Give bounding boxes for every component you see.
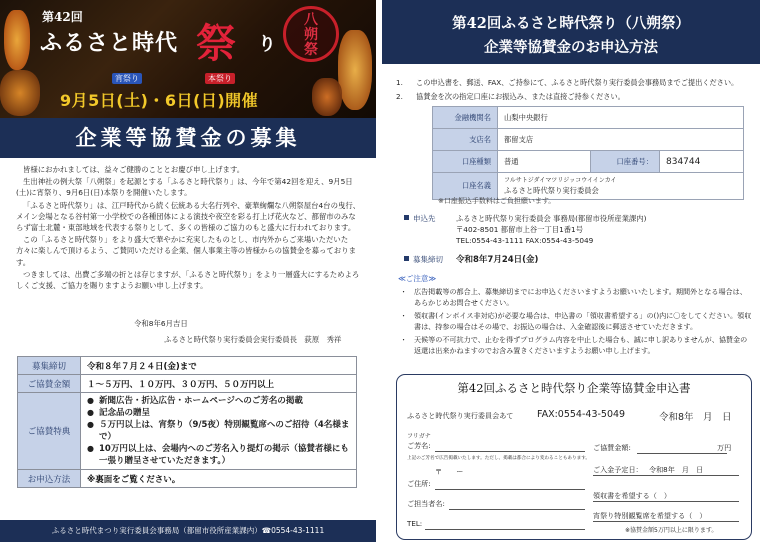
pay-date-field[interactable]: 令和8年 月 日 <box>649 465 704 474</box>
account-number-value: 834744 <box>660 151 744 173</box>
office-footer: ふるさと時代まつり実行委員会事務局（都留市役所産業課内）☎0554-43-1111 <box>0 520 376 542</box>
apply-line: TEL:0554-43-1111 FAX:0554-43-5049 <box>456 236 594 245</box>
apply-to-label <box>404 213 436 224</box>
square-bullet-icon <box>404 215 409 220</box>
float-decoration <box>0 70 40 116</box>
application-title-line2: 企業等協賛金のお申込方法 <box>484 39 658 56</box>
application-steps <box>396 76 748 104</box>
step-text: 協賛金を次の指定口座にお振込み、または直接ご持参ください。 <box>416 92 625 101</box>
holder-name: ふるさと時代祭り実行委員会 <box>504 186 599 195</box>
matsuri-character: 祭 <box>196 20 236 67</box>
step-item <box>396 76 748 90</box>
lantern-decoration <box>338 30 372 110</box>
application-form <box>396 374 752 540</box>
receipt-option[interactable]: 領収書を希望する（ ） <box>593 491 672 500</box>
recruit-heading: 企業等協賛金の募集 <box>0 118 376 158</box>
amount-value: １～５万円、１０万円、３０万円、５０万円以上 <box>81 375 357 393</box>
contact-label: ご担当者名: <box>407 499 445 508</box>
deadline-label <box>404 254 443 265</box>
benefit-header: ご協賛特典 <box>18 393 81 470</box>
step-text: この申込書を、郵送、FAX、ご持参にて、ふるさと時代祭り実行委員会事務局までご提出ください。 <box>416 78 739 87</box>
address-field[interactable] <box>435 489 585 490</box>
note-item: ・ 天候等の不可抗力で、止むを得ずプログラム内容を中止した場合も、誠に申し訳ありませんが、協賛金の返還は出来かねますのでお含み置きくださいますようお願い申し上げます。 <box>400 334 752 356</box>
step-number: 2. <box>396 92 403 101</box>
account-number-header: 口座番号： <box>591 151 660 173</box>
benefit-item: ● 10万円以上は、会場内へのご芳名入り提灯の掲示（協賛者様にも一張り贈呈させていただきます。） <box>87 443 350 467</box>
branch-header: 支店名 <box>433 129 498 151</box>
greeting-paragraph: 「ふるさと時代祭り」は、江戸時代から続く伝統ある大名行列や、豪華絢爛な八朔祭屋台4台の曳行、メイン会場となる谷村第一小学校での各種団体による演技や夜空を彩る打上げ花火など、都留市のみならず富士北麓・東部地域を代表する祭りとして、多くの皆様のご協力のもと盛大に行われております。 <box>16 200 361 233</box>
holder-header: 口座名義 <box>433 173 498 200</box>
benefit-cell <box>81 393 357 470</box>
amount-unit: 万円 <box>717 443 732 452</box>
apply-line: 〒402-8501 都留市上谷一丁目1番1号 <box>456 225 583 234</box>
deadline-header: 募集締切 <box>18 357 81 375</box>
square-bullet-icon <box>404 256 409 261</box>
greeting-paragraph: 生出神社の例大祭「八朔祭」を起源とする「ふるさと時代祭り」は、今年で第42回を迎え、9月5日(土)に宵祭り、9月6日(日)本祭りを開催いたします。 <box>16 177 353 198</box>
amount-field[interactable] <box>637 453 727 454</box>
benefit-item: ● ５万円以上は、宵祭り（9/5夜）特別観覧席へのご招待（4名様まで） <box>87 419 350 443</box>
pay-date-underline <box>593 475 739 476</box>
signature-date: 令和8年6月吉日 <box>134 319 188 328</box>
seat-note: ※協賛金額5万円以上に限ります。 <box>625 527 718 534</box>
zip-field[interactable]: 〒 ー <box>435 467 464 476</box>
festival-dates: 9月5日(土)・6日(日)開催 <box>60 91 259 110</box>
form-title: 第42回ふるさと時代祭り企業等協賛金申込書 <box>457 381 691 395</box>
festival-banner <box>0 0 376 118</box>
festival-title: ふるさと時代 <box>40 30 179 56</box>
tel-field[interactable] <box>425 529 585 530</box>
amount-header: ご協賛金額 <box>18 375 81 393</box>
benefit-list <box>87 393 350 469</box>
contact-field[interactable] <box>449 509 585 510</box>
note-item: ・ 広告掲載等の都合上、募集締切までにお申込くださいますようお願いいたします。期間外となる場合は、あらかじめお問合せください。 <box>400 286 752 308</box>
deadline-text: 募集締切 <box>413 255 443 264</box>
step-number: 1. <box>396 78 403 87</box>
greeting-paragraph: つきましては、出費ご多端の折とは存じますが、「ふるさと時代祭り」をより一層盛大にするためよろしくご支援、ご協力を賜りますようお願い申し上げます。 <box>16 269 360 291</box>
method-header: お申込方法 <box>18 470 81 488</box>
holder-kana: フルサトジダイマツリジッコウイインカイ <box>504 177 617 184</box>
edition-label: 第42回 <box>42 10 83 24</box>
hassaku-emblem: 八 朔 祭 <box>283 6 339 62</box>
lantern-decoration <box>4 10 30 70</box>
bank-account-table <box>432 106 744 200</box>
account-type-value: 普通 <box>498 151 591 173</box>
bank-name-header: 金融機関名 <box>433 107 498 129</box>
bank-name-value: 山梨中央銀行 <box>498 107 744 129</box>
float-decoration <box>312 78 342 116</box>
ri-character: り <box>258 34 276 55</box>
notes-list <box>400 286 752 358</box>
greeting-paragraph: 皆様におかれましては、益々ご健勝のこととお慶び申し上げます。 <box>23 165 245 174</box>
sponsorship-table <box>17 356 357 488</box>
step-item <box>396 90 748 104</box>
apply-to-address <box>456 213 646 246</box>
greeting-body <box>16 164 362 292</box>
name-label: ご芳名: <box>407 441 431 450</box>
amount-label: ご協賛金額: <box>593 443 631 452</box>
application-header <box>382 0 760 64</box>
name-field[interactable] <box>435 451 585 452</box>
eve-festival-tag: 宵祭り <box>112 73 142 84</box>
front-page <box>0 0 376 542</box>
transfer-fee-note: ※口座振込手数料はご負担願います。 <box>438 197 556 205</box>
seat-option[interactable]: 宵祭り特別観覧席を希望する（ ） <box>593 511 707 520</box>
method-value: ※裏面をご覧ください。 <box>81 470 357 488</box>
furigana-label: フリガナ <box>407 433 431 440</box>
form-fax: FAX:0554-43-5049 <box>537 409 626 420</box>
deadline-value: 令和８年７月２４日(金)まで <box>81 357 357 375</box>
greeting-paragraph: この「ふるさと時代祭り」をより盛大で華やかに充実したものとし、市内外からご来場いただいた方々に楽しんで頂けるよう、ご賛同いただける企業、個人事業主等の皆様からの協賛金を募っております。 <box>16 235 356 267</box>
branch-value: 都留支店 <box>498 129 744 151</box>
tel-label: TEL: <box>407 519 423 528</box>
receipt-underline <box>593 501 739 502</box>
back-page <box>382 0 760 542</box>
signature-name: ふるさと時代祭り実行委員会実行委員長 荻原 秀祥 <box>164 335 342 344</box>
pay-date-label: ご入金予定日： <box>593 465 643 474</box>
name-note: 上記のご芳名で広告掲載いたします。ただし、掲載は都合により変わることもあります。 <box>407 456 591 461</box>
deadline-value: 令和8年7月24日(金) <box>456 255 539 265</box>
form-date[interactable]: 令和8年 月 日 <box>659 412 732 423</box>
apply-to-text: 申込先 <box>413 214 436 223</box>
benefit-item: ● 記念品の贈呈 <box>87 407 350 419</box>
address-label: ご住所: <box>407 479 431 488</box>
account-type-header: 口座種類 <box>433 151 498 173</box>
main-festival-tag: 本祭り <box>205 73 235 84</box>
benefit-item: ● 新聞広告・折込広告・ホームページへのご芳名の掲載 <box>87 395 350 407</box>
seat-underline <box>593 521 739 522</box>
apply-line: ふるさと時代祭り実行委員会 事務局(都留市役所産業課内) <box>456 214 647 223</box>
notes-title: ≪ご注意≫ <box>398 274 437 283</box>
note-item: ・ 領収書(インボイス非対応)が必要な場合は、申込書の「領収書希望する」の()内に〇をしてください。領収書は、持参の場合はその場で、お振込の場合は、入金確認後に郵送させていただきます。 <box>400 310 752 332</box>
application-title-line1: 第42回ふるさと時代祭り（八朔祭） <box>452 15 690 32</box>
form-addressee: ふるさと時代祭り実行委員会あて <box>407 411 514 420</box>
